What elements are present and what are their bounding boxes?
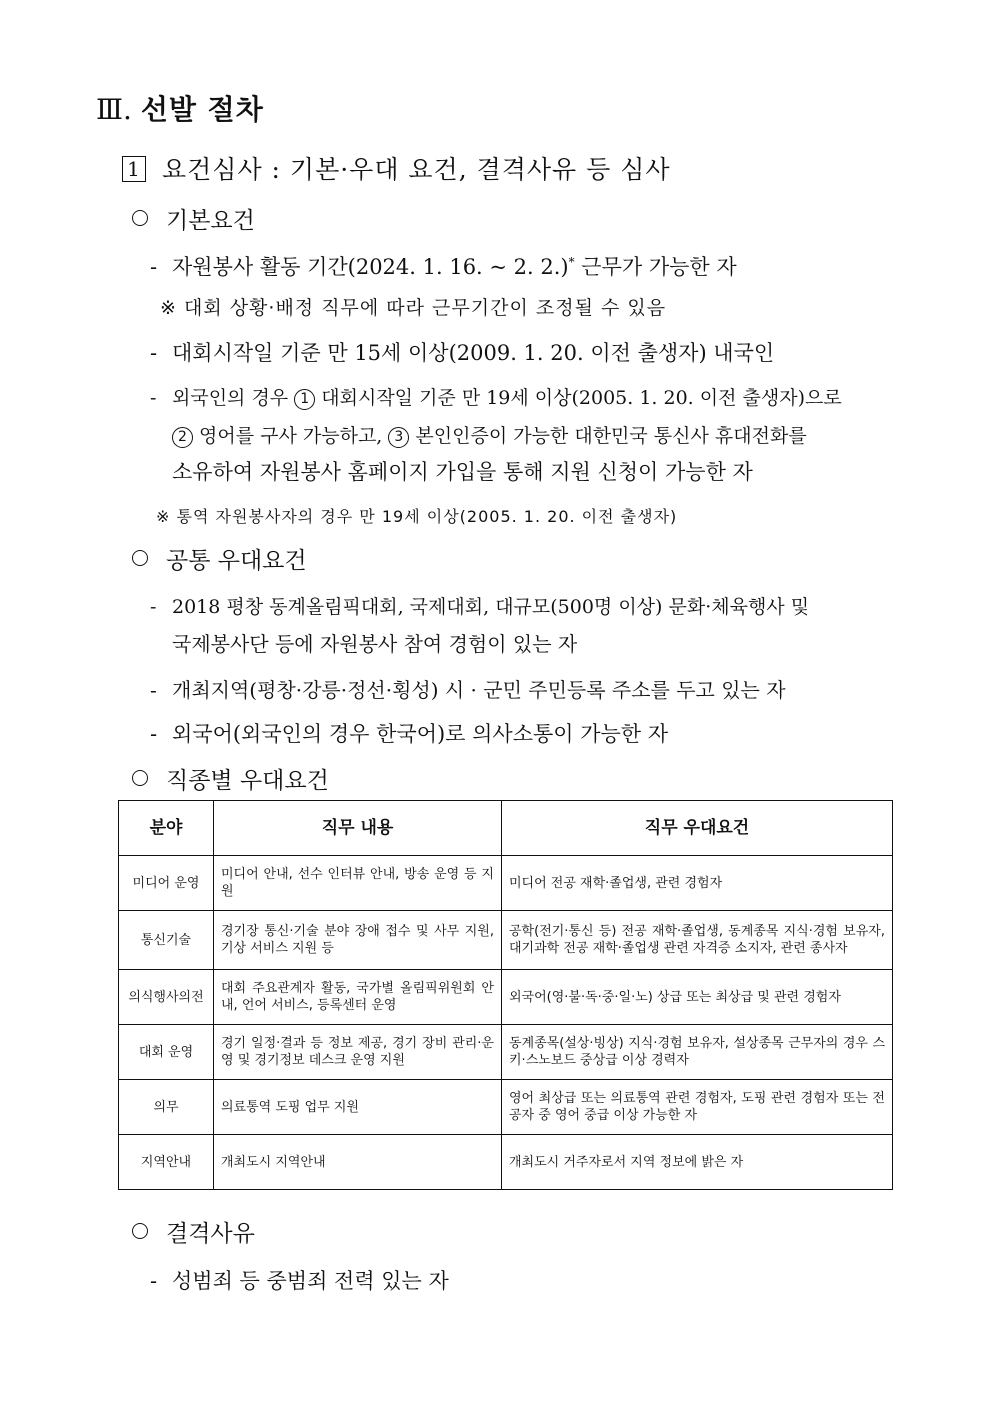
circle-bullet-icon (132, 770, 148, 786)
cell-duty: 경기 일정·결과 등 정보 제공, 경기 장비 관리·운영 및 경기정보 데스크 운영 지원 (214, 1025, 502, 1080)
circled-number-3: 3 (388, 427, 409, 448)
cell-duty: 대회 주요관계자 활동, 국가별 올림픽위원회 안내, 언어 서비스, 등록센터 운영 (214, 970, 502, 1025)
job-preferences-heading: 직종별 우대요건 (132, 762, 329, 795)
cell-preference: 미디어 전공 재학·졸업생, 관련 경험자 (502, 856, 893, 911)
header-duty: 직무 내용 (214, 801, 502, 856)
basic-note-2: ※ 통역 자원봉사자의 경우 만 19세 이상(2005. 1. 20. 이전 출생자) (156, 507, 678, 526)
cell-duty: 의료통역 도핑 업무 지원 (214, 1080, 502, 1135)
basic-item-3-line-2: 2 영어를 구사 가능하고, 3 본인인증이 가능한 대한민국 통신사 휴대전화를 (172, 421, 807, 448)
cell-preference: 영어 최상급 또는 의료통역 관련 경험자, 도핑 관련 경험자 또는 전공자 중 영어 중급 이상 가능한 자 (502, 1080, 893, 1135)
header-preference: 직무 우대요건 (502, 801, 893, 856)
basic-item-1: - 자원봉사 활동 기간(2024. 1. 16. ~ 2. 2.)* 근무가 가능한 자 (150, 255, 737, 279)
job-preferences-table (118, 800, 893, 1190)
step-number-box: 1 (122, 156, 146, 182)
cell-preference: 공학(전기·통신 등) 전공 재학·졸업생, 동계종목 지식·경험 보유자, 대기과학 전공 재학·졸업생 관련 자격증 소지자, 관련 종사자 (502, 911, 893, 970)
circle-bullet-icon (132, 1223, 148, 1239)
basic-item-2: - 대회시작일 기준 만 15세 이상(2009. 1. 20. 이전 출생자) 내국인 (150, 341, 775, 365)
common-item-1: - 2018 평창 동계올림픽대회, 국제대회, 대규모(500명 이상) 문화·체육행사 및 (150, 596, 810, 618)
cell-field: 통신기술 (119, 911, 214, 970)
cell-field: 대회 운영 (119, 1025, 214, 1080)
step-heading (122, 150, 671, 186)
cell-preference: 개최도시 거주자로서 지역 정보에 밝은 자 (502, 1135, 893, 1190)
section-number: Ⅲ. (96, 93, 132, 126)
step-heading-text: 요건심사 : 기본·우대 요건, 결격사유 등 심사 (162, 155, 671, 184)
basic-item-3: - 외국인의 경우 1 대회시작일 기준 만 19세 이상(2005. 1. 20. 이전 출생자)으로 (150, 387, 842, 409)
table-header-row (119, 801, 893, 856)
common-item-2: - 개최지역(평창·강릉·정선·횡성) 시 · 군민 주민등록 주소를 두고 있는 자 (150, 678, 786, 702)
table-row (119, 1025, 893, 1080)
table-row (119, 1135, 893, 1190)
circle-bullet-icon (132, 550, 148, 566)
cell-duty: 경기장 통신·기술 분야 장애 접수 및 사무 지원, 기상 서비스 지원 등 (214, 911, 502, 970)
cell-duty: 미디어 안내, 선수 인터뷰 안내, 방송 운영 등 지원 (214, 856, 502, 911)
section-title (96, 88, 264, 128)
cell-preference: 동계종목(설상·빙상) 지식·경험 보유자, 설상종목 근무자의 경우 스키·스노보드 중상급 이상 경력자 (502, 1025, 893, 1080)
table-row (119, 911, 893, 970)
common-item-3: - 외국어(외국인의 경우 한국어)로 의사소통이 가능한 자 (150, 722, 669, 746)
header-field: 분야 (119, 801, 214, 856)
common-item-1-line-2: 국제봉사단 등에 자원봉사 참여 경험이 있는 자 (172, 632, 578, 656)
basic-note-1: ※ 대회 상황·배정 직무에 따라 근무기간이 조정될 수 있음 (160, 297, 667, 319)
circle-bullet-icon (132, 210, 148, 226)
basic-item-3-line-3: 소유하여 자원봉사 홈페이지 가입을 통해 지원 신청이 가능한 자 (172, 460, 753, 484)
cell-field: 의무 (119, 1080, 214, 1135)
cell-duty: 개최도시 지역안내 (214, 1135, 502, 1190)
common-preferences-heading: 공통 우대요건 (132, 542, 307, 575)
cell-field: 지역안내 (119, 1135, 214, 1190)
table-row (119, 856, 893, 911)
table-row (119, 970, 893, 1025)
table-row (119, 1080, 893, 1135)
section-title-text: 선발 절차 (140, 93, 264, 126)
circled-number-2: 2 (172, 427, 193, 448)
cell-preference: 외국어(영·불·독·중·일·노) 상급 또는 최상급 및 관련 경험자 (502, 970, 893, 1025)
circled-number-1: 1 (294, 389, 315, 410)
disqualification-heading: 결격사유 (132, 1215, 255, 1248)
disqualification-item-1: - 성범죄 등 중범죄 전력 있는 자 (150, 1269, 449, 1293)
basic-requirements-heading: 기본요건 (132, 202, 255, 235)
cell-field: 의식행사의전 (119, 970, 214, 1025)
cell-field: 미디어 운영 (119, 856, 214, 911)
